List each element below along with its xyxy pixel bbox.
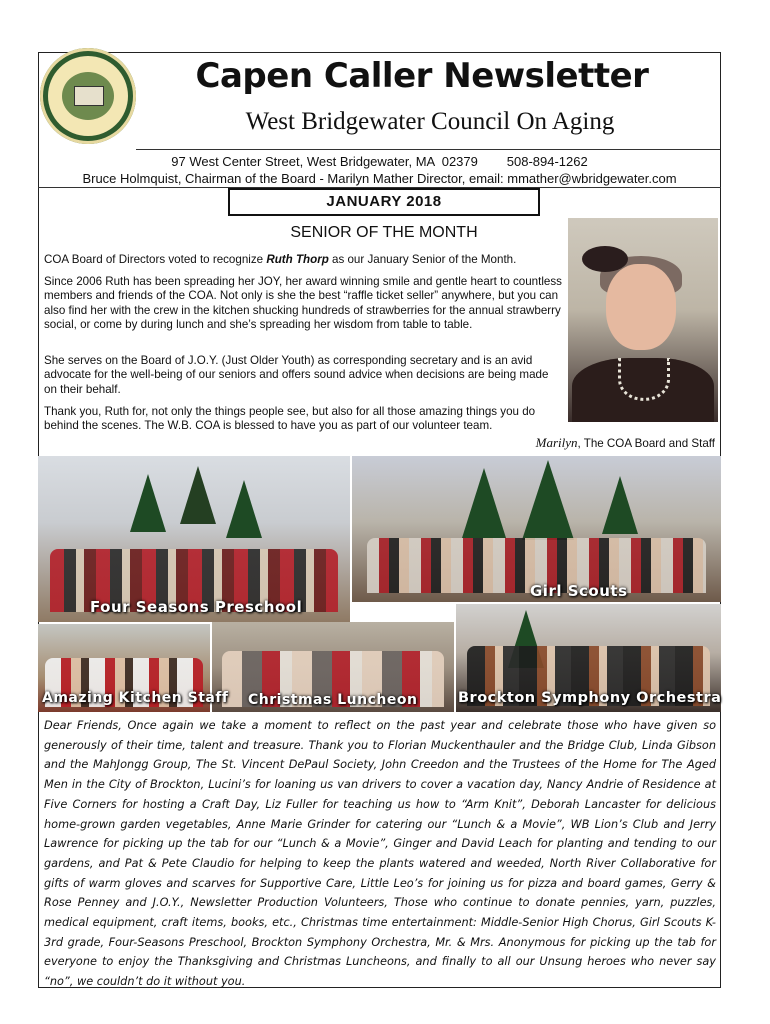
caption-girl-scouts: Girl Scouts [530,582,628,600]
town-seal-logo [40,48,136,144]
address-line: 97 West Center Street, West Bridgewater, MA 02379 508-894-1262 [171,154,588,169]
senior-name: Ruth Thorp [266,253,329,266]
photo-collage [38,456,721,712]
signature-line [380,435,715,451]
photo-tree [226,480,262,538]
portrait-necklace [618,358,670,401]
senior-portrait-photo [568,218,718,422]
photo-tree [522,460,574,540]
signature-name: Marilyn [535,435,578,450]
photo-tree [180,466,216,524]
signature-rest: , The COA Board and Staff [577,437,715,450]
thank-you-letter: Dear Friends, Once again we take a moment to reflect on the past year and celebrate those who have given so generously of their time, talent and treasure. Thank you to Florian Muckenthauler and the Bridge Club, Linda Gibson and the MahJongg Group, The St. Vincent DePaul Society, John Creedon and the Trustees of the Home for The Aged Men in the City of Brockton, Lucini’s for loaning us van drivers to cover a vacation day, Nancy Andrie of Residence at Five Corners for hosting a Craft Day, Liz Fuller for teaching us how to “Arm Knit”, Deborah Lancaster for delicious home-grown garden vegetables, Anne Marie Grinder for catering our “Lunch & a Movie”, WB Lion’s Club and Jerry Lawrence for picking up the tab for our “Lunch & a Movie”, Ginger and David Leach for planting and tending to our gardens, and Pat & Pete Claudio for helping to keep the plants watered and weeded, North River Collaborative for gifts of warm gloves and scarves for Supportive Care, Little Leo’s for joining us for pizza and board games, Gerry & Rose Penney and J.O.Y., Newsletter Production Volunteers, Those who continue to donate pennies, yarn, puzzles, medical equipment, craft items, books, etc., Christmas time entertainment: Middle-Senior High Chorus, Girl Scouts K-3rd grade, Four-Seasons Preschool, Brockton Symphony Orchestra, Mr. & Mrs. Anonymous for picking up the tab for everyone to enjoy the Thanksgiving and Christmas Luncheons, and finally to all our Unsung heroes who never say “no”, we couldn’t do it without you. [44,719,716,989]
caption-symphony: Brockton Symphony Orchestra [458,690,722,706]
caption-luncheon: Christmas Luncheon [248,692,418,708]
organization-name: West Bridgewater Council On Aging [245,108,615,135]
header-divider [136,149,720,150]
senior-paragraph-3: She serves on the Board of J.O.Y. (Just Older Youth) as corresponding secretary and is an avid advocate for the well-being of our seniors and offers sound advice when decisions are being made on their behalf. [44,354,549,396]
photo-girl-scouts [352,456,721,602]
senior-paragraph-1 [44,253,562,267]
p1-outro: as our January Senior of the Month. [328,253,517,266]
senior-paragraph-2: Since 2006 Ruth has been spreading her JOY, her award winning smile and gentle heart to countless members and friends of the COA. Not only is she the best “raffle ticket seller” anywhere, but you can also find her with the crew in the kitchen shucking hundreds of strawberries for the annual strawberry social, or come by during lunch and she’s spreading her wisdom from table to table. [44,275,562,332]
senior-paragraph-4: Thank you, Ruth for, not only the things people see, but also for all those amazing things you do behind the scenes. The W.B. COA is blessed to have you as part of our volunteer team. [44,405,536,433]
caption-kitchen-staff: Amazing Kitchen Staff [42,690,229,706]
photo-tree [462,468,506,538]
newsletter-title: Capen Caller Newsletter [195,56,649,96]
caption-preschool: Four Seasons Preschool [90,598,303,616]
photo-tree [130,474,166,532]
portrait-face [606,264,676,350]
p1-intro: COA Board of Directors voted to recognize [44,253,267,266]
seal-building-icon [74,86,104,106]
issue-date: JANUARY 2018 [228,188,540,216]
photo-tree [602,476,638,534]
chairman-line: Bruce Holmquist, Chairman of the Board - Marilyn Mather Director, email: mmather@wbridgewater.com [82,171,677,186]
portrait-fascinator [582,246,628,272]
section-title: SENIOR OF THE MONTH [290,224,478,241]
